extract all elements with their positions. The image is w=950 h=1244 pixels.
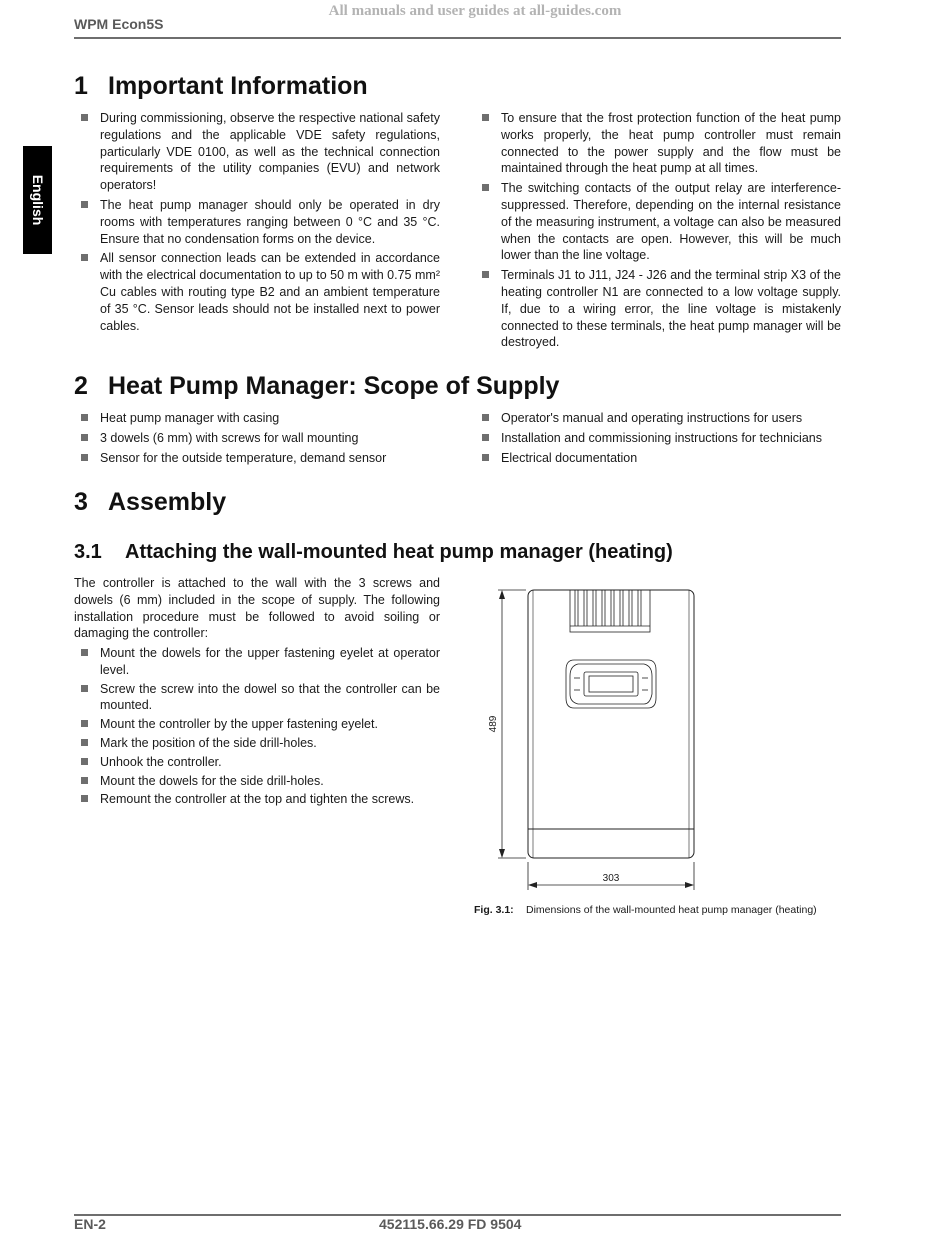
document-code: 452115.66.29 FD 9504: [379, 1216, 522, 1232]
section-3-1-title: Attaching the wall-mounted heat pump manager (heating): [125, 541, 673, 563]
bullet-square-icon: [81, 414, 88, 421]
header-rule: [74, 37, 841, 39]
section-1-right-list: [475, 110, 841, 354]
section-1-heading: [74, 72, 368, 101]
list-item: Sensor for the outside temperature, demand sensor: [74, 450, 444, 467]
section-2-left-list: [74, 410, 444, 470]
bullet-square-icon: [81, 114, 88, 121]
vent-grille: [570, 590, 650, 632]
section-3-number: 3: [74, 488, 88, 516]
section-1-title: Important Information: [108, 72, 368, 100]
section-3-heading: [74, 488, 226, 517]
list-item: Mark the position of the side drill-holes.: [74, 735, 440, 752]
bullet-square-icon: [482, 184, 489, 191]
bullet-square-icon: [81, 685, 88, 692]
bullet-square-icon: [482, 414, 489, 421]
bullet-square-icon: [482, 114, 489, 121]
figure-caption: [474, 904, 817, 916]
list-item: During commissioning, observe the respective national safety regulations and the applicable VDE safety regulations, particularly VDE 0100, as well as the technical connection requirements of the utility companies (EVU) and network operators!: [74, 110, 440, 194]
height-label: 489: [488, 715, 499, 733]
list-item: The switching contacts of the output relay are interference-suppressed. Therefore, depending on the internal resistance of the measuring instrument, a voltage can also be measured when the contacts are open. However, this will be much lower than the line voltage.: [475, 180, 841, 264]
list-item: All sensor connection leads can be extended in accordance with the electrical documentation to up to 50 m with 0.75 mm² Cu cables with routing type B2 and an ambient temperature of 35 °C. Sensor leads should not be installed next to power cables.: [74, 250, 440, 334]
controller-housing: [528, 590, 694, 858]
arrowhead-icon: [499, 849, 505, 858]
watermark: All manuals and user guides at all-guides.com: [328, 3, 622, 19]
section-3-1-intro: The controller is attached to the wall with the 3 screws and dowels (6 mm) included in the scope of supply. The following installation procedure must be followed to avoid soiling or damaging the controller:: [74, 576, 440, 641]
section-2-right-list: [475, 410, 845, 470]
figure-caption-text: Dimensions of the wall-mounted heat pump manager (heating): [526, 904, 817, 916]
list-item: Installation and commissioning instructions for technicians: [475, 430, 845, 447]
page-number: EN-2: [74, 1216, 106, 1232]
bullet-square-icon: [81, 758, 88, 765]
control-panel-display: [566, 660, 656, 708]
controller-dimension-drawing: [474, 580, 844, 900]
bullet-square-icon: [81, 201, 88, 208]
bullet-square-icon: [81, 454, 88, 461]
list-item: Mount the dowels for the side drill-holes.: [74, 773, 440, 790]
figure-caption-number: Fig. 3.1:: [474, 904, 514, 916]
list-item: Unhook the controller.: [74, 754, 440, 771]
bullet-square-icon: [482, 434, 489, 441]
section-3-1-heading: [74, 541, 673, 564]
bullet-square-icon: [482, 271, 489, 278]
list-item: Operator's manual and operating instructions for users: [475, 410, 845, 427]
section-3-title: Assembly: [108, 488, 227, 516]
bullet-square-icon: [81, 254, 88, 261]
section-1-left-list: [74, 110, 440, 337]
list-item: Remount the controller at the top and tighten the screws.: [74, 791, 440, 808]
section-3-1-number: 3.1: [74, 541, 102, 563]
list-item: Screw the screw into the dowel so that the controller can be mounted.: [74, 681, 440, 715]
section-2-number: 2: [74, 372, 88, 400]
section-2-title: Heat Pump Manager: Scope of Supply: [108, 372, 560, 400]
bullet-square-icon: [482, 454, 489, 461]
list-item: 3 dowels (6 mm) with screws for wall mounting: [74, 430, 444, 447]
list-item: Mount the controller by the upper fastening eyelet.: [74, 716, 440, 733]
list-item: Terminals J1 to J11, J24 - J26 and the terminal strip X3 of the heating controller N1 are connected to a low voltage supply. If, due to a wiring error, the line voltage is mistakenly connected to these terminals, the heat pump manager will be destroyed.: [475, 267, 841, 351]
assembly-steps-list: [74, 645, 440, 810]
list-item: Electrical documentation: [475, 450, 845, 467]
bullet-square-icon: [81, 739, 88, 746]
arrowhead-icon: [528, 882, 537, 888]
bullet-square-icon: [81, 777, 88, 784]
width-label: 303: [602, 873, 620, 884]
list-item: Heat pump manager with casing: [74, 410, 444, 427]
language-tab: [23, 146, 52, 254]
section-1-number: 1: [74, 72, 88, 100]
section-2-heading: [74, 372, 559, 401]
bullet-square-icon: [81, 649, 88, 656]
list-item: The heat pump manager should only be operated in dry rooms with temperatures ranging between 0 °C and 35 °C. Ensure that no condensation forms on the device.: [74, 197, 440, 247]
list-item: Mount the dowels for the upper fastening eyelet at operator level.: [74, 645, 440, 679]
bullet-square-icon: [81, 795, 88, 802]
list-item: To ensure that the frost protection function of the heat pump works properly, the heat pump controller must remain connected to the power supply and the flow must be maintained through the heat pump at all times.: [475, 110, 841, 177]
language-tab-label: English: [29, 174, 46, 226]
arrowhead-icon: [499, 590, 505, 599]
bullet-square-icon: [81, 720, 88, 727]
arrowhead-icon: [685, 882, 694, 888]
bullet-square-icon: [81, 434, 88, 441]
header-title: WPM Econ5S: [74, 16, 164, 32]
height-dimension: [498, 590, 526, 858]
